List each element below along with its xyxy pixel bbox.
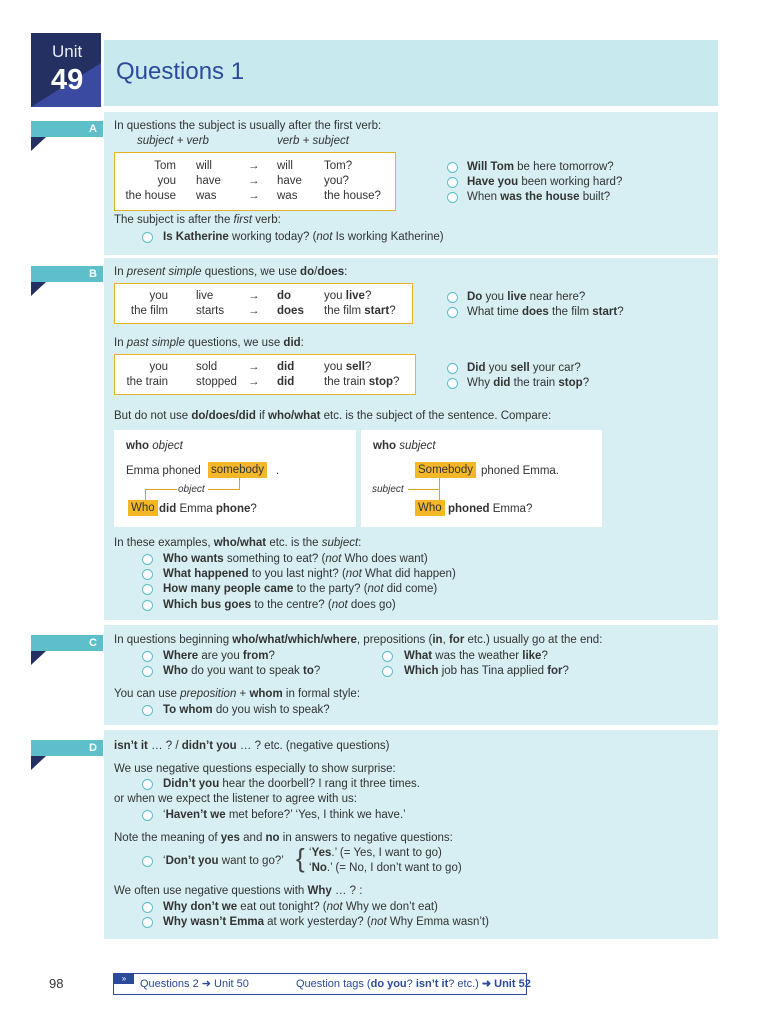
title-band [104, 40, 718, 106]
cross-reference-box [113, 973, 531, 995]
bullet-icon [447, 162, 458, 173]
example-sentence: Where are you from? [163, 650, 275, 662]
who-subject-question: phoned Emma? [448, 503, 533, 515]
table-cell: the film [130, 305, 168, 317]
arrow-icon: → [248, 376, 260, 388]
example-sentence: Which job has Tina applied for? [404, 665, 569, 677]
unit-badge [31, 33, 101, 107]
arrow-icon: → [248, 290, 260, 302]
table-cell: Tom? [324, 160, 353, 172]
bullet-icon [142, 651, 153, 662]
who-object-question: did Emma phone? [159, 503, 257, 515]
link-unit-50[interactable]: Questions 2 ➜ Unit 50 [140, 978, 249, 990]
arrow-icon: → [248, 175, 260, 187]
subject-label: subject [372, 484, 404, 495]
answer-yes: ‘Yes.’ (= Yes, I want to go) [309, 847, 442, 859]
table-cell: you sell? [324, 361, 372, 373]
section-d-text: We use negative questions especially to show surprise: [114, 763, 396, 775]
section-b-past-intro: In past simple questions, we use did: [114, 337, 304, 349]
section-a-tab-triangle [31, 137, 46, 151]
example-sentence: Didn’t you hear the doorbell? I rang it three times. [163, 778, 420, 790]
section-b-but: But do not use do/does/did if who/what etc. is the subject of the sentence. Compare: [114, 410, 552, 422]
bullet-icon [382, 651, 393, 662]
section-d-heading: isn’t it … ? / didn’t you … ? etc. (negative questions) [114, 740, 390, 752]
section-a-intro: In questions the subject is usually after the first verb: [114, 120, 382, 132]
section-d-text: Note the meaning of yes and no in answers to negative questions: [114, 832, 453, 844]
section-c-intro: In questions beginning who/what/which/where, prepositions (in, for etc.) usually go at the end: [114, 634, 603, 646]
bullet-icon [142, 569, 153, 580]
connector-line [145, 489, 177, 490]
highlight-somebody: somebody [208, 462, 267, 478]
example-sentence: What happened to you last night? (not What did happen) [163, 568, 456, 580]
table-cell: stopped [196, 376, 237, 388]
bullet-icon [447, 307, 458, 318]
section-a-note: The subject is after the first verb: [114, 214, 281, 226]
connector-line [408, 489, 439, 490]
section-d-tab-triangle [31, 756, 46, 770]
section-c-formal: You can use preposition + whom in formal style: [114, 688, 361, 700]
section-d-text: or when we expect the listener to agree with us: [114, 793, 357, 805]
example-sentence: ‘Don’t you want to go?’ [163, 855, 284, 867]
table-cell: did [277, 361, 295, 373]
bullet-icon [142, 666, 153, 677]
section-b-intro: In present simple questions, we use do/does: [114, 266, 348, 278]
section-c-tab-triangle [31, 651, 46, 665]
link-unit-52[interactable]: Question tags (do you? isn’t it? etc.) ➜ Unit 52 [296, 978, 531, 990]
brace-icon: { [296, 843, 305, 873]
bullet-icon [142, 584, 153, 595]
table-cell: the house [125, 190, 176, 202]
bullet-icon [447, 192, 458, 203]
bullet-icon [447, 378, 458, 389]
table-cell: you [157, 175, 176, 187]
page-number: 98 [49, 976, 64, 991]
example-sentence: Why don’t we eat out tonight? (not Why we don’t eat) [163, 901, 438, 913]
section-a-header-left: subject + verb [137, 135, 209, 147]
example-sentence: ‘Haven’t we met before?’ ‘Yes, I think we have.’ [163, 809, 406, 821]
example-sentence: When was the house built? [467, 191, 611, 203]
connector-line [208, 489, 240, 490]
table-cell: the train stop? [324, 376, 400, 388]
table-cell: you live? [324, 290, 372, 302]
bullet-icon [142, 810, 153, 821]
bullet-icon [142, 917, 153, 928]
bullet-icon [382, 666, 393, 677]
example-sentence: Why did the train stop? [467, 377, 590, 389]
section-a-tab: A [31, 121, 103, 137]
table-cell: Tom [154, 160, 176, 172]
arrow-icon: → [248, 190, 260, 202]
sentence-end: . [276, 465, 280, 477]
bullet-icon [142, 705, 153, 716]
connector-line [439, 478, 440, 500]
highlight-somebody-subject: Somebody [415, 462, 476, 478]
bullet-icon [447, 292, 458, 303]
answer-no: ‘No.’ (= No, I don’t want to go) [309, 862, 462, 874]
example-sentence: Did you sell your car? [467, 362, 581, 374]
table-cell: the film start? [324, 305, 396, 317]
bullet-icon [142, 779, 153, 790]
who-object-sentence: Emma phoned [126, 465, 201, 477]
example-sentence: Who do you want to speak to? [163, 665, 321, 677]
example-sentence: To whom do you wish to speak? [163, 704, 330, 716]
highlight-who-subject: Who [415, 500, 445, 516]
table-cell: do [277, 290, 292, 302]
who-subject-heading: who subject [373, 440, 436, 452]
table-cell: you [149, 290, 168, 302]
table-cell: have [277, 175, 302, 187]
table-cell: sold [196, 361, 218, 373]
unit-label: Unit [52, 42, 83, 61]
table-cell: the house? [324, 190, 381, 202]
bullet-icon [142, 902, 153, 913]
table-cell: does [277, 305, 304, 317]
bullet-icon [142, 600, 153, 611]
table-cell: did [277, 376, 295, 388]
double-chevron-icon: » [114, 974, 134, 984]
section-a-header-right: verb + subject [277, 135, 349, 147]
table-cell: starts [196, 305, 225, 317]
example-sentence: Who wants something to eat? (not Who does want) [163, 553, 428, 565]
who-object-heading: who object [126, 440, 183, 452]
example-sentence: What time does the film start? [467, 306, 624, 318]
section-b-tab-triangle [31, 282, 46, 296]
bullet-icon [142, 554, 153, 565]
table-cell: you? [324, 175, 349, 187]
example-sentence: How many people came to the party? (not did come) [163, 583, 438, 595]
who-subject-sentence: phoned Emma. [481, 465, 559, 477]
bullet-icon [447, 363, 458, 374]
example-sentence: Will Tom be here tomorrow? [467, 161, 614, 173]
example-sentence: Have you been working hard? [467, 176, 623, 188]
arrow-icon: → [248, 160, 260, 172]
table-cell: live [196, 290, 214, 302]
example-sentence: Is Katherine working today? (not Is working Katherine) [163, 231, 444, 243]
section-b-tab: B [31, 266, 103, 282]
table-cell: you [149, 361, 168, 373]
section-d-text: We often use negative questions with Why … ? : [114, 885, 363, 897]
connector-line [145, 489, 146, 500]
section-b-these: In these examples, who/what etc. is the subject: [114, 537, 362, 549]
table-cell: will [196, 160, 212, 172]
table-cell: the train [126, 376, 168, 388]
example-sentence: Why wasn’t Emma at work yesterday? (not Why Emma wasn’t) [163, 916, 489, 928]
bullet-icon [142, 232, 153, 243]
bullet-icon [447, 177, 458, 188]
table-cell: will [277, 160, 293, 172]
example-sentence: Do you live near here? [467, 291, 586, 303]
highlight-who: Who [128, 500, 158, 516]
page-title: Questions 1 [116, 58, 245, 85]
example-sentence: Which bus goes to the centre? (not does go) [163, 599, 396, 611]
section-c-tab: C [31, 635, 103, 651]
table-cell: was [196, 190, 217, 202]
table-cell: was [277, 190, 298, 202]
bullet-icon [142, 856, 153, 867]
arrow-icon: → [248, 361, 260, 373]
section-d-tab: D [31, 740, 103, 756]
unit-number: 49 [51, 64, 84, 96]
arrow-icon: → [248, 305, 260, 317]
example-sentence: What was the weather like? [404, 650, 548, 662]
table-cell: have [196, 175, 221, 187]
object-label: object [178, 484, 205, 495]
connector-line [239, 478, 240, 489]
